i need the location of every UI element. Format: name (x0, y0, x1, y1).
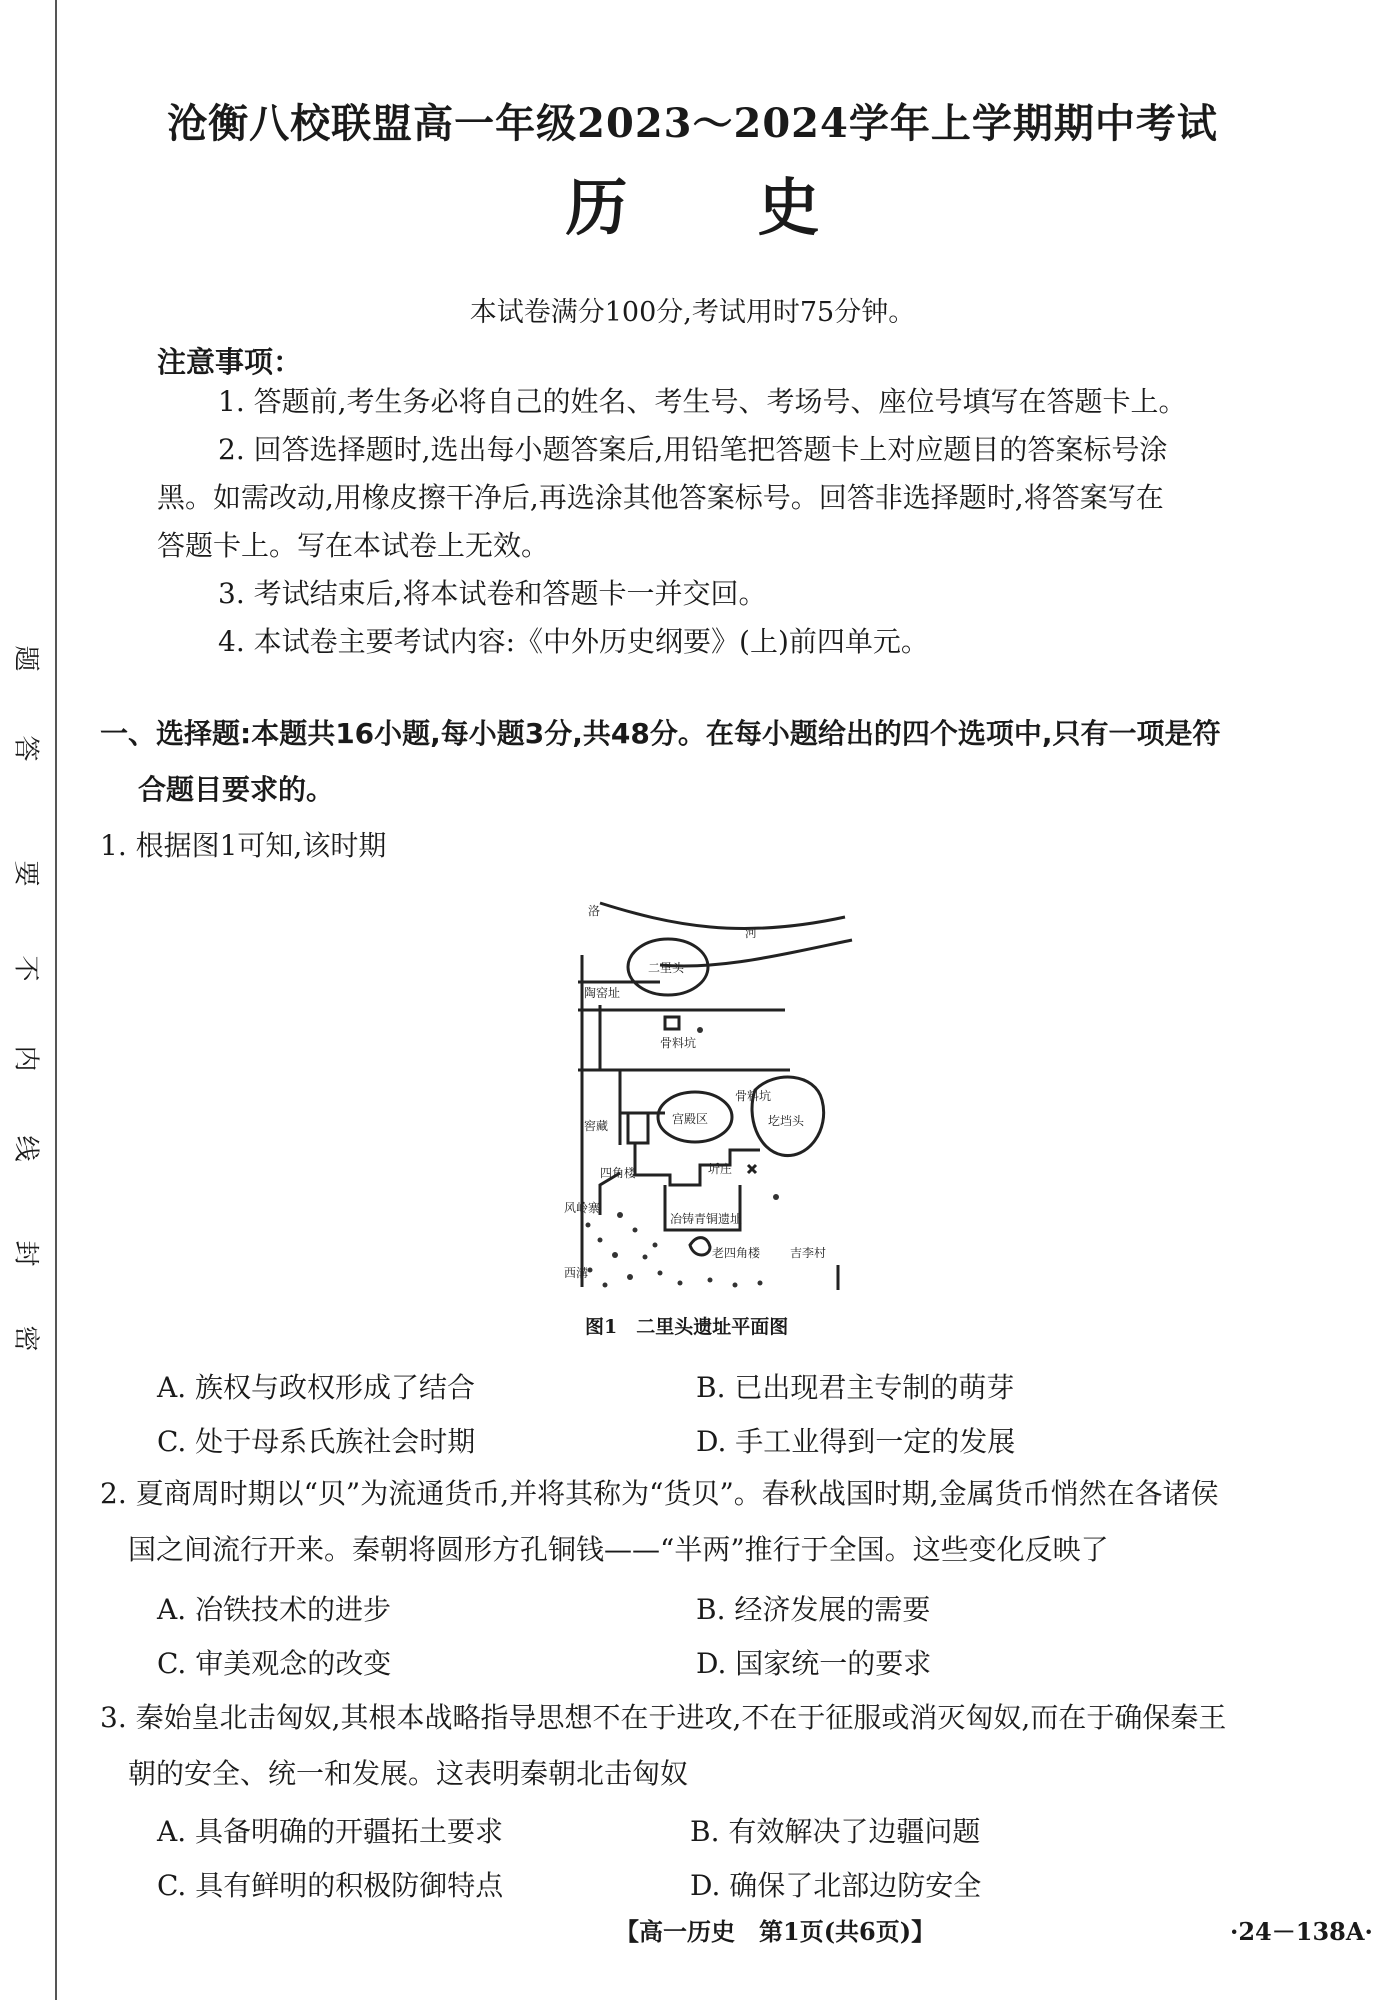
option-c: C. 具有鲜明的积极防御特点 (157, 1869, 504, 1902)
option-d: D. 确保了北部边防安全 (690, 1869, 982, 1902)
notice-item: 2. 回答选择题时,选出每小题答案后,用铅笔把答题卡上对应题目的答案标号涂 (218, 433, 1168, 466)
option-b: B. 有效解决了边疆问题 (690, 1815, 981, 1848)
seal-char: 密 (10, 1325, 41, 1352)
subject-title: 历史 (565, 171, 950, 244)
exam-title: 沧衡八校联盟高一年级2023～2024学年上学期期中考试 (167, 100, 1218, 147)
foundry-wall (635, 1143, 760, 1185)
map-label: 骨料坑 (660, 1036, 697, 1050)
map-label: 吉李村 (790, 1246, 827, 1260)
exam-info: 本试卷满分100分,考试用时75分钟。 (469, 297, 916, 328)
seal-char: 答 (10, 735, 41, 762)
option-a: A. 族权与政权形成了结合 (157, 1371, 476, 1404)
pit-square (665, 1017, 679, 1029)
question-stem: 朝的安全、统一和发展。这表明秦朝北击匈奴 (128, 1757, 689, 1790)
map-label: 西溝 (564, 1266, 589, 1280)
map-label: 洛 (588, 904, 601, 918)
question-stem: 1. 根据图1可知,该时期 (100, 829, 387, 862)
map-label: 圻庄 (708, 1162, 733, 1176)
option-b: B. 已出现君主专制的萌芽 (696, 1371, 1015, 1404)
seal-char: 线 (10, 1135, 41, 1162)
map-label: 骨料坑 (735, 1089, 772, 1103)
option-c: C. 处于母系氏族社会时期 (157, 1425, 476, 1458)
seal-char: 要 (10, 860, 41, 887)
option-c: C. 审美观念的改变 (157, 1647, 392, 1680)
map-label: 二里头 (648, 961, 685, 975)
option-d: D. 国家统一的要求 (696, 1647, 932, 1680)
map-label: 冶铸青铜遗址 (670, 1212, 743, 1226)
notice-item: 3. 考试结束后,将本试卷和答题卡一并交回。 (218, 577, 767, 610)
section-line: 合题目要求的。 (138, 773, 335, 806)
map-label: 河 (745, 926, 758, 940)
seal-char: 内 (10, 1045, 41, 1072)
question-stem: 国之间流行开来。秦朝将圆形方孔铜钱——“半两”推行于全国。这些变化反映了 (128, 1533, 1109, 1566)
option-a: A. 具备明确的开疆拓土要求 (157, 1815, 504, 1848)
notice-heading: 注意事项： (157, 345, 303, 379)
notice-item: 答题卡上。写在本试卷上无效。 (157, 529, 550, 562)
foundry-wall (690, 1238, 710, 1255)
road (748, 1165, 756, 1173)
map-label: 四角楼 (600, 1166, 637, 1180)
paper-code: ·24－138A· (1230, 1917, 1373, 1946)
map-label: 风岭寨 (564, 1201, 601, 1215)
palace-block (628, 1113, 648, 1143)
notice-item: 黑。如需改动,用橡皮擦干净后,再选涂其他答案标号。回答非选择题时,将答案写在 (157, 481, 1164, 514)
option-b: B. 经济发展的需要 (696, 1593, 931, 1626)
erlitou-site-map (560, 885, 860, 1290)
map-label: 老四角楼 (712, 1246, 761, 1260)
section-line: 一、选择题:本题共16小题,每小题3分,共48分。在每小题给出的四个选项中,只有一项是符 (100, 717, 1221, 750)
section-heading (100, 706, 1340, 818)
option-a: A. 冶铁技术的进步 (157, 1593, 392, 1626)
notice-item: 1. 答题前,考生务必将自己的姓名、考生号、考场号、座位号填写在答题卡上。 (218, 385, 1187, 418)
map-label: 窖藏 (584, 1119, 609, 1133)
map-label: 宫殿区 (672, 1112, 709, 1126)
seal-char: 不 (10, 955, 41, 982)
page-footer: 【高一历史 第1页(共6页)】 (615, 1917, 936, 1946)
notice-item: 4. 本试卷主要考试内容:《中外历史纲要》(上)前四单元。 (218, 625, 929, 658)
option-d: D. 手工业得到一定的发展 (696, 1425, 1016, 1458)
map-label: 陶窑址 (584, 986, 621, 1000)
figure-caption: 图1 二里头遗址平面图 (585, 1316, 789, 1338)
seal-char: 封 (10, 1240, 41, 1267)
map-label: 圪垱头 (768, 1114, 805, 1128)
river-bank (600, 903, 845, 929)
seal-char: 题 (10, 645, 41, 672)
question-stem: 2. 夏商周时期以“贝”为流通货币,并将其称为“货贝”。春秋战国时期,金属货币悄然在各诸侯 (100, 1477, 1219, 1510)
question-stem: 3. 秦始皇北击匈奴,其根本战略指导思想不在于进攻,不在于征服或消灭匈奴,而在于确保秦王 (100, 1701, 1227, 1734)
